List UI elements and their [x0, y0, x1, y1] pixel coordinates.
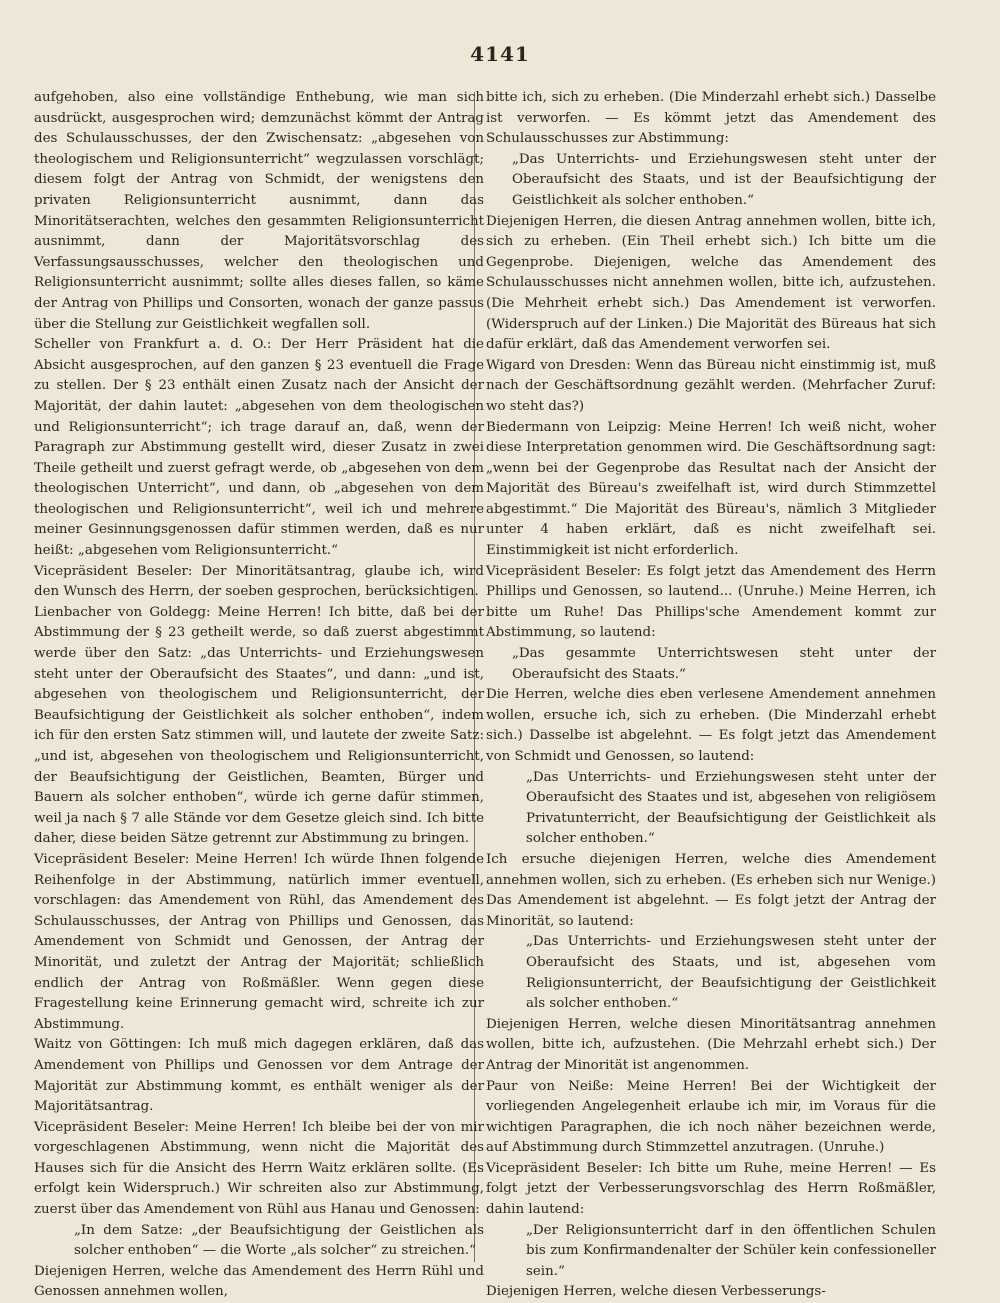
paragraph: Paur von Neiße: Meine Herren! Bei der Wichtigkeit der vorliegenden Angelegenheit erlaube ich mir, im Voraus für die wichtigen Paragraphen, die ich noch näher bezeichnen werde, auf Abstimmung durch Stimmzettel anzutragen. (Unruhe.)	[486, 1078, 936, 1156]
paragraph: Vicepräsident Beseler: Meine Herren! Ich würde Ihnen folgende Reihenfolge in der Abstimmung, natürlich immer eventuell, vorschlagen: das Amendement von Rühl, das Amendement des Schulausschusses, der Antrag von Phillips und Genossen, das Amendement von Schmidt und Genossen, der Antrag der Minorität, und zuletzt der Antrag der Majorität; schließlich endlich der Antrag von Roßmäßler. Wenn gegen diese Fragestellung keine Erinnerung gemacht wird, schreite ich zur Abstimmung.	[34, 851, 484, 1032]
paragraph: Vicepräsident Beseler: Der Minoritätsantrag, glaube ich, wird den Wunsch des Herrn, der soeben gesprochen, berücksichtigen.	[34, 563, 484, 600]
right-column	[486, 88, 936, 1300]
paragraph: Diejenigen Herren, welche das Amendement des Herrn Rühl und Genossen annehmen wollen,	[34, 1263, 484, 1300]
quoted-amendment: „Das Unterrichts- und Erziehungswesen steht unter der Oberaufsicht des Staates und ist, abgesehen von religiösem Privatunterricht, der Beaufsichtigung der Geistlichkeit als solcher enthoben.“	[526, 769, 936, 847]
left-column	[34, 88, 484, 1300]
quoted-amendment: „Der Religionsunterricht darf in den öffentlichen Schulen bis zum Konfirmandenalter der Schüler kein confessioneller sein.“	[526, 1222, 936, 1279]
paragraph: bitte ich, sich zu erheben. (Die Minderzahl erhebt sich.) Dasselbe ist verworfen. — Es kömmt jetzt das Amendement des Schulausschusses zur Abstimmung:	[486, 90, 936, 147]
paragraph: aufgehoben, also eine vollständige Enthebung, wie man sich ausdrückt, ausgesprochen wird; demzunächst kömmt der Antrag des Schulausschusses, der den Zwischensatz: „abgesehen von theologischem und Religionsunterricht“ wegzulassen vorschlägt; diesem folgt der Antrag von Schmidt, der wenigstens den privaten Religionsunterricht ausnimmt, dann das Minoritätserachten, welches den gesammten Religionsunterricht ausnimmt, dann der Majoritätsvorschlag des Verfassungsausschusses, welcher den theologischen und Religionsunterricht ausnimmt; sollte alles dieses fallen, so käme der Antrag von Phillips und Consorten, wonach der ganze passus über die Stellung zur Geistlichkeit wegfallen soll.	[34, 90, 484, 332]
quoted-amendment: „Das Unterrichts- und Erziehungswesen steht unter der Oberaufsicht des Staats, und ist, abgesehen vom Religionsunterricht, der Beaufsichtigung der Geistlichkeit als solcher enthoben.“	[526, 934, 936, 1012]
paragraph: Vicepräsident Beseler: Ich bitte um Ruhe, meine Herren! — Es folgt jetzt der Verbesserungsvorschlag des Herrn Roßmäßler, dahin lautend:	[486, 1160, 936, 1218]
paragraph: Ich ersuche diejenigen Herren, welche dies Amendement annehmen wollen, sich zu erheben. (Es erheben sich nur Wenige.) Das Amendement ist abgelehnt. — Es folgt jetzt der Antrag der Minorität, so lautend:	[486, 851, 936, 929]
quoted-amendment: „In dem Satze: „der Beaufsichtigung der Geistlichen als solcher enthoben“ — die Worte „als solcher“ zu streichen.“	[74, 1222, 484, 1259]
paragraph: Vicepräsident Beseler: Es folgt jetzt das Amendement des Herrn Phillips und Genossen, so lautend... (Unruhe.) Meine Herren, ich bitte um Ruhe! Das Phillips'sche Amendement kommt zur Abstimmung, so lautend:	[486, 563, 936, 641]
paragraph: Vicepräsident Beseler: Meine Herren! Ich bleibe bei der von mir vorgeschlagenen Abstimmung, wenn nicht die Majorität des Hauses sich für die Ansicht des Herrn Waitz erklären sollte. (Es erfolgt kein Widerspruch.) Wir schreiten also zur Abstimmung, zuerst über das Amendement von Rühl aus Hanau und Genossen:	[34, 1119, 484, 1218]
page-number: 4141	[470, 42, 530, 66]
paragraph: Waitz von Göttingen: Ich muß mich dagegen erklären, daß das Amendement von Phillips und Genossen vor dem Antrage der Majorität zur Abstimmung kommt, es enthält weniger als der Majoritätsantrag.	[34, 1037, 484, 1115]
quoted-amendment: „Das gesammte Unterrichtswesen steht unter der Oberaufsicht des Staats.“	[512, 646, 936, 682]
paragraph: Diejenigen Herren, welche diesen Verbesserungs-	[486, 1284, 826, 1300]
paragraph: Die Herren, welche dies eben verlesene Amendement annehmen wollen, ersuche ich, sich zu erheben. (Die Minderzahl erhebt sich.) Dasselbe ist abgelehnt. — Es folgt jetzt das Amendement von Schmidt und Genossen, so lautend:	[486, 687, 936, 764]
paragraph: Wigard von Dresden: Wenn das Büreau nicht einstimmig ist, muß nach der Geschäftsordnung gezählt werden. (Mehrfacher Zuruf: wo steht das?)	[486, 357, 936, 414]
paragraph: Biedermann von Leipzig: Meine Herren! Ich weiß nicht, woher diese Interpretation genommen wird. Die Geschäftsordnung sagt: „wenn bei der Gegenprobe das Resultat nach der Ansicht der Majorität des Büreau's zweifelhaft ist, wird durch Stimmzettel abgestimmt.“ Die Majorität des Büreau's, nämlich 3 Mitglieder unter 4 haben erklärt, daß es nicht zweifelhaft sei. Einstimmigkeit ist nicht erforderlich.	[486, 419, 936, 559]
paragraph: Diejenigen Herren, welche diesen Minoritätsantrag annehmen wollen, bitte ich, aufzustehen. (Die Mehrzahl erhebt sich.) Der Antrag der Minorität ist angenommen.	[486, 1016, 936, 1073]
paragraph: Scheller von Frankfurt a. d. O.: Der Herr Präsident hat die Absicht ausgesprochen, auf den ganzen § 23 eventuell die Frage zu stellen. Der § 23 enthält einen Zusatz nach der Ansicht der Majorität, der dahin lautet: „abgesehen von dem theologischen und Religionsunterricht“; ich trage darauf an, daß, wenn der Paragraph zur Abstimmung gestellt wird, dieser Zusatz in zwei Theile getheilt und zuerst gefragt werde, ob „abgesehen von dem theologischen Unterricht“, und dann, ob „abgesehen von dem theologischen und Religionsunterricht“, weil ich und mehrere meiner Gesinnungsgenossen dafür stimmen werden, daß es nur heißt: „abgesehen vom Religionsunterricht.“	[34, 337, 484, 559]
quoted-amendment: „Das Unterrichts- und Erziehungswesen steht unter der Oberaufsicht des Staats, und ist der Beaufsichtigung der Geistlichkeit als solcher enthoben.“	[512, 151, 936, 208]
paragraph: Lienbacher von Goldegg: Meine Herren! Ich bitte, daß bei der Abstimmung der § 23 getheilt werde, so daß zuerst abgestimmt werde über den Satz: „das Unterrichts- und Erziehungswesen steht unter der Oberaufsicht des Staates“, und dann: „und ist, abgesehen von theologischem und Religionsunterricht, der Beaufsichtigung der Geistlichkeit als solcher enthoben“, indem ich für den ersten Satz stimmen will, und lautete der zweite Satz: „und ist, abgesehen von theologischem und Religionsunterricht, der Beaufsichtigung der Geistlichen, Beamten, Bürger und Bauern als solcher enthoben“, würde ich gerne dafür stimmen, weil ja nach § 7 alle Stände vor dem Gesetze gleich sind. Ich bitte daher, diese beiden Sätze getrennt zur Abstimmung zu bringen.	[34, 604, 484, 847]
paragraph: Diejenigen Herren, die diesen Antrag annehmen wollen, bitte ich, sich zu erheben. (Ein Theil erhebt sich.) Ich bitte um die Gegenprobe. Diejenigen, welche das Amendement des Schulausschusses nicht annehmen wollen, bitte ich, aufzustehen. (Die Mehrheit erhebt sich.) Das Amendement ist verworfen. (Widerspruch auf der Linken.) Die Majorität des Büreaus hat sich dafür erklärt, daß das Amendement verworfen sei.	[486, 213, 936, 353]
